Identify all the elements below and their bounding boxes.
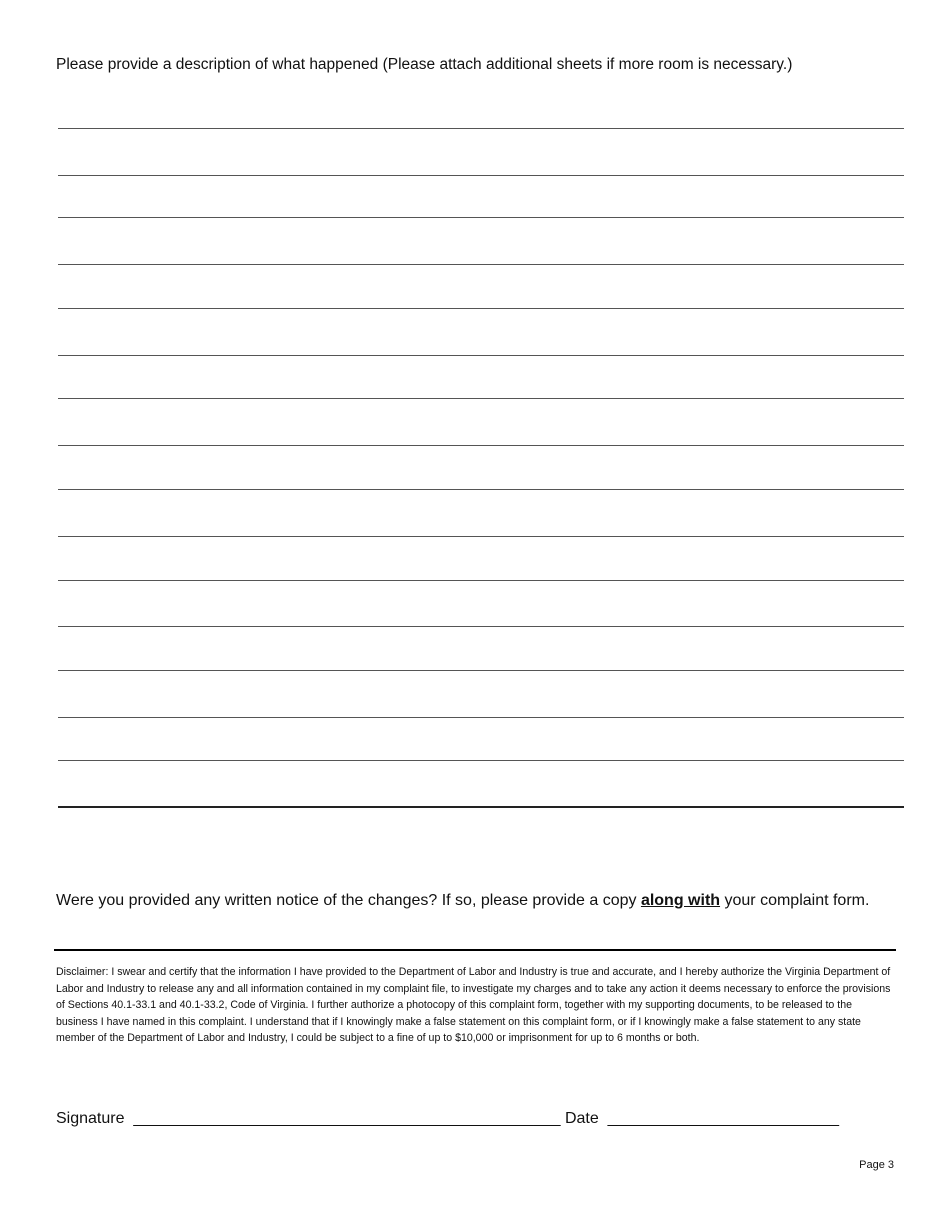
- signature-row: [56, 1110, 839, 1128]
- writing-line[interactable]: [58, 717, 904, 718]
- date-field[interactable]: __________________________: [607, 1110, 840, 1127]
- writing-line[interactable]: [58, 355, 904, 356]
- writing-line[interactable]: [58, 398, 904, 399]
- writing-line[interactable]: [58, 445, 904, 446]
- page-number: Page 3: [859, 1159, 894, 1171]
- writing-line[interactable]: [58, 175, 904, 176]
- writing-line[interactable]: [58, 536, 904, 537]
- writing-line[interactable]: [58, 806, 904, 808]
- writing-line[interactable]: [58, 489, 904, 490]
- signature-label: Signature: [56, 1110, 125, 1127]
- writing-line[interactable]: [58, 626, 904, 627]
- written-notice-question: [56, 892, 869, 910]
- writing-line[interactable]: [58, 128, 904, 129]
- writing-line[interactable]: [58, 670, 904, 671]
- writing-line[interactable]: [58, 308, 904, 309]
- description-writing-area[interactable]: [58, 0, 904, 820]
- writing-line[interactable]: [58, 580, 904, 581]
- question-text: Were you provided any written notice of the changes? If so, please provide a copy: [56, 892, 641, 909]
- date-label: Date: [564, 1110, 599, 1127]
- description-prompt: Please provide a description of what happened (Please attach additional sheets if more room is necessary.): [56, 56, 793, 73]
- signature-field[interactable]: ________________________________________________: [133, 1110, 561, 1127]
- question-emphasis: along with: [640, 892, 721, 909]
- question-text-end: your complaint form.: [720, 892, 870, 909]
- writing-line[interactable]: [58, 264, 904, 265]
- section-divider: [54, 949, 896, 951]
- writing-line[interactable]: [58, 760, 904, 761]
- writing-line[interactable]: [58, 217, 904, 218]
- disclaimer-text: Disclaimer: I swear and certify that the information I have provided to the Department of Labor and Industry is true and accurate, and I hereby authorize the Virginia Department of Labor and Industry to release any and all information contained in my complaint file, to investigate my charges and to take any action it deems necessary to enforce the provisions of Sections 40.1-33.1 and 40.1-33.2, Code of Virginia. I further authorize a photocopy of this complaint form, together with my supporting documents, to be released to the business I have named in this complaint. I understand that if I knowingly make a false statement on this complaint form, or if I knowingly make a false statement to any state member of the Department of Labor and Industry, I could be subject to a fine of up to $10,000 or imprisonment for up to 6 months or both.: [56, 966, 891, 1044]
